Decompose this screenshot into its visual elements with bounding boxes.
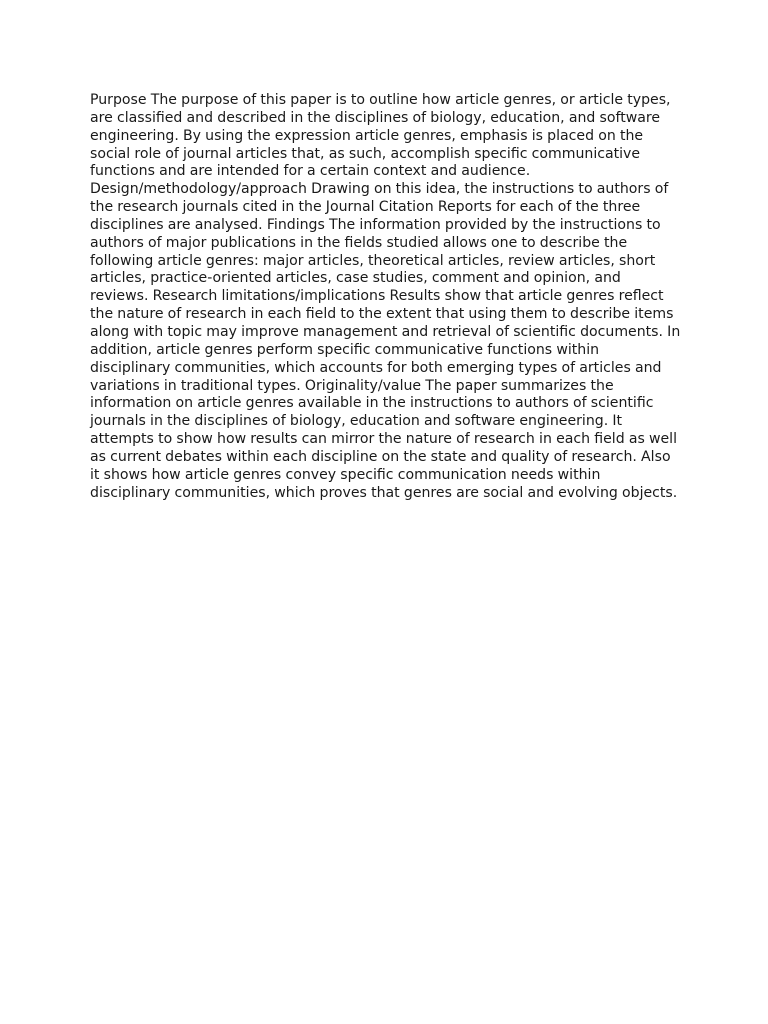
abstract-paragraph: Purpose The purpose of this paper is to outline how article genres, or article types, are classified and described in the disciplines of biology, education, and software engineering. By using the expression article genres, emphasis is placed on the social role of journal articles that, as such, accomplish specific communicative functions and are intended for a certain context and audience. Design/methodology/approach Drawing on this idea, the instructions to authors of the research journals cited in the Journal Citation Reports for each of the three disciplines are analysed. Findings The information provided by the instructions to authors of major publications in the fields studied allows one to describe the following article genres: major articles, theoretical articles, review articles, short articles, practice-oriented articles, case studies, comment and opinion, and reviews. Research limitations/implications Results show that article genres reflect the nature of research in each field to the extent that using them to describe items along with topic may improve management and retrieval of scientific documents. In addition, article genres perform specific communicative functions within disciplinary communities, which accounts for both emerging types of articles and variations in traditional types. Originality/value The paper summarizes the information on article genres available in the instructions to authors of scientific journals in the disciplines of biology, education and software engineering. It attempts to show how results can mirror the nature of research in each field as well as current debates within each discipline on the state and quality of research. Also it shows how article genres convey specific communication needs within disciplinary communities, which proves that genres are social and evolving objects. (90, 92, 681, 501)
